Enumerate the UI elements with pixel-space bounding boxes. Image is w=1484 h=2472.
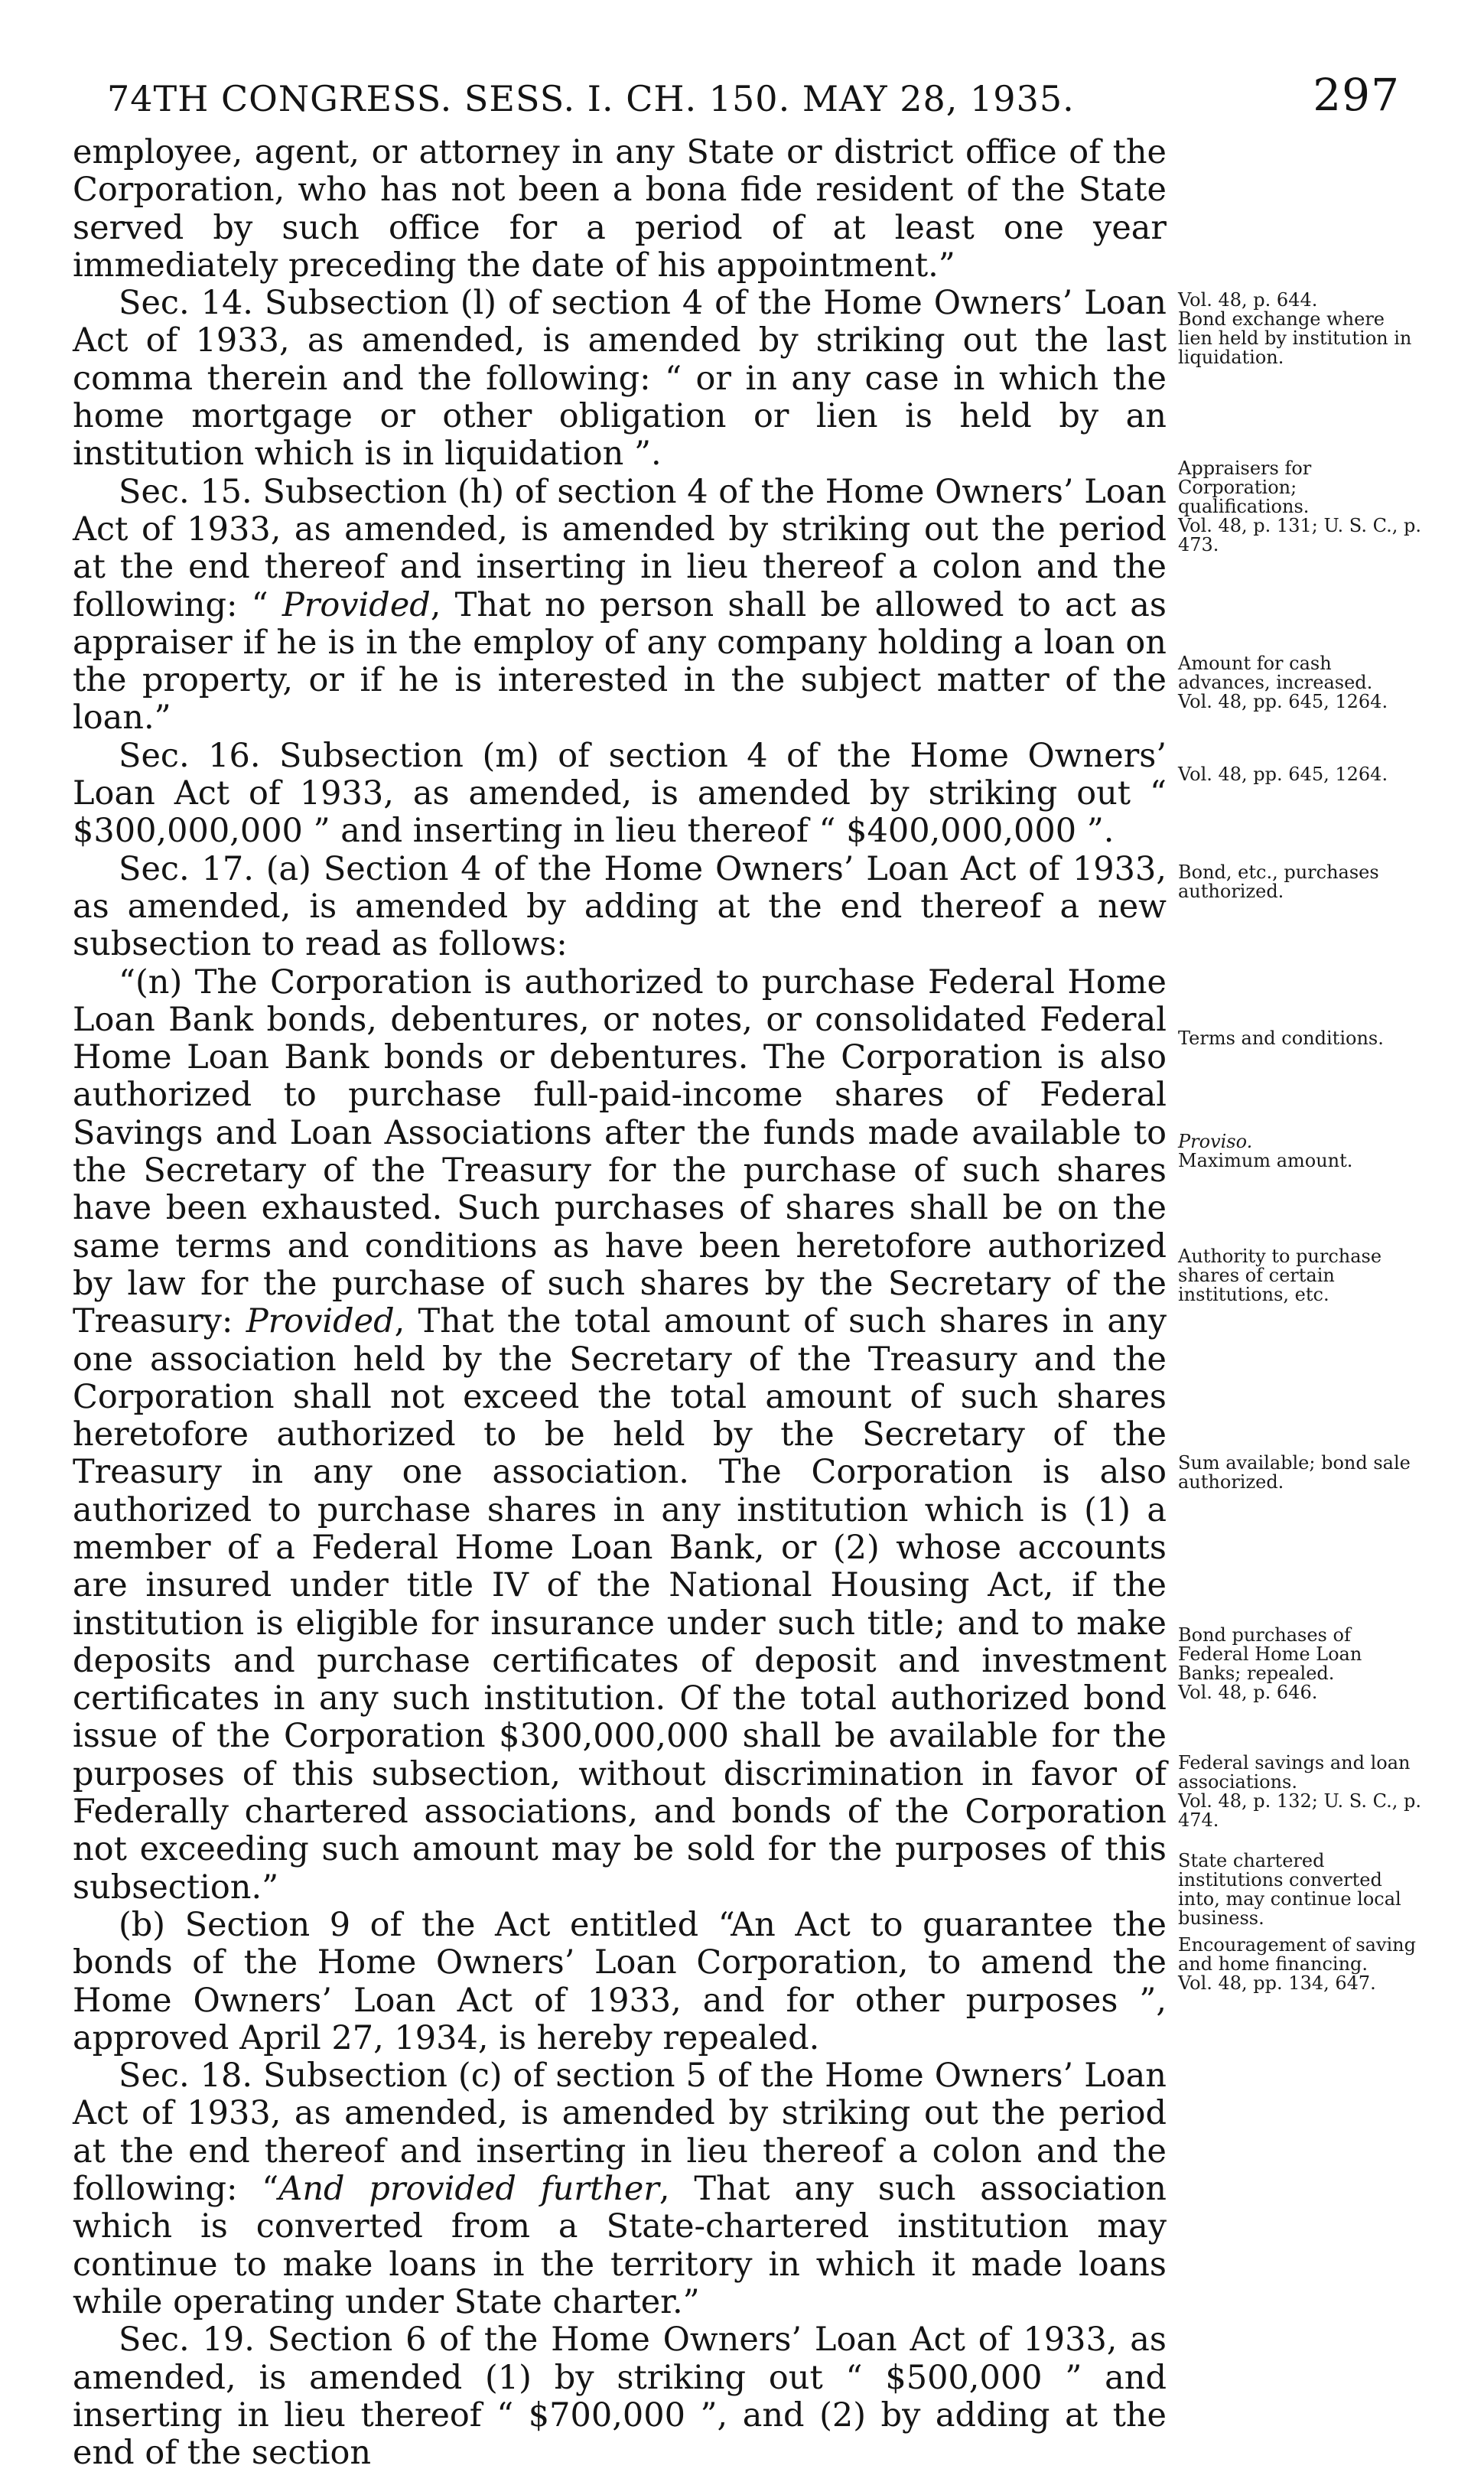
marginal-note: Federal savings and loan associations. Vol. 48, p. 132; U. S. C., p. 474.: [1178, 1752, 1421, 1831]
marginal-note: Terms and conditions.: [1178, 1028, 1384, 1049]
paragraph-continuation: employee, agent, or attorney in any State or district office of the Corporation, who has not been a bona fide resident of the State served by such office for a period of at least one year immediately preceding the date of his appointment.”: [73, 133, 1167, 285]
marginal-note: Vol. 48, p. 644. Bond exchange where lien held by institution in liquidation.: [1178, 289, 1412, 368]
marginal-note: Sum available; bond sale authorized.: [1178, 1452, 1411, 1493]
body-text: [73, 134, 1167, 2472]
marginal-note: State chartered institutions converted into, may continue local business.: [1178, 1850, 1401, 1929]
section-14: Sec. 14. Subsection (l) of section 4 of the Home Owners’ Loan Act of 1933, as amended, is amended by striking out the last comma therein and the following: “ or in any case in which the home mortgage or other obligation or lien is held by an institution which is in liquidation ”.: [73, 284, 1167, 474]
proviso-italic: Provided: [282, 585, 431, 624]
marginal-note: Bond, etc., purchases authorized.: [1178, 861, 1379, 902]
marginal-note: Encouragement of saving and home financing. Vol. 48, pp. 134, 647.: [1178, 1934, 1417, 1994]
proviso-italic: Provided: [246, 1302, 395, 1341]
subsection-b: (b) Section 9 of the Act entitled “An Act to guarantee the bonds of the Home Owners’ Loan Corporation, to amend the Home Owners’ Loan Act of 1933, and for other purposes ”, approved April 27, 1934, is hereby repealed.: [73, 1905, 1167, 2057]
subsection-n: “(n) The Corporation is authorized to purchase Federal Home Loan Bank bonds, debentures, or notes, or consolidated Federal Home Loan Bank bonds or debentures. The Corporation is also authorized to purchase full-paid-income shares of Federal Savings and Loan Associations after the funds made available to the Secretary of the Treasury for the purchase of such shares have been exhausted. Such purchases of shares shall be on the same terms and conditions as have been heretofore authorized by law for the purchase of such shares by the Secretary of the Treasury: Provided, That the total amount of such shares in any one association held by the Secretary of the Treasury and the Corporation shall not exceed the total amount of such shares heretofore authorized to be held by the Secretary of the Treasury in any one association. The Corporation is also authorized to purchase shares in any institution which is (1) a member of a Federal Home Loan Bank, or (2) whose accounts are insured under title IV of the National Housing Act, if the institution is eligible for insurance under such title; and to make deposits and purchase certificates of deposit and investment certificates in any such institution. Of the total authorized bond issue of the Corporation $300,000,000 shall be available for the purposes of this subsection, without discrimination in favor of Federally chartered associations, and bonds of the Corporation not exceeding such amount may be sold for the purposes of this subsection.”: [73, 962, 1167, 1907]
running-header: [107, 69, 1400, 130]
section-18: Sec. 18. Subsection (c) of section 5 of the Home Owners’ Loan Act of 1933, as amended, is amended by striking out the period at the end thereof and inserting in lieu thereof a colon and the following: “And provided further, That any such association which is converted from a State-chartered institution may continue to make loans in the territory in which it made loans while operating under State charter.”: [73, 2057, 1167, 2321]
proviso-italic: And provided further: [278, 2170, 659, 2209]
marginal-note: Amount for cash advances, increased. Vol. 48, pp. 645, 1264.: [1178, 653, 1388, 712]
header-title: 74TH CONGRESS. SESS. I. CH. 150. MAY 28, 1935.: [107, 78, 1075, 119]
marginal-note: Authority to purchase shares of certain institutions, etc.: [1178, 1246, 1382, 1305]
marginal-note: Appraisers for Corporation; qualifications. Vol. 48, p. 131; U. S. C., p. 473.: [1178, 458, 1421, 555]
section-19: Sec. 19. Section 6 of the Home Owners’ Loan Act of 1933, as amended, is amended (1) by striking out “ $500,000 ” and inserting in lieu thereof “ $700,000 ”, and (2) by adding at the end of the section: [73, 2321, 1167, 2472]
page-number: 297: [1313, 69, 1400, 121]
marginal-note: Vol. 48, pp. 645, 1264.: [1178, 764, 1388, 785]
marginal-note: Proviso. Maximum amount.: [1178, 1131, 1353, 1171]
section-17: Sec. 17. (a) Section 4 of the Home Owners’ Loan Act of 1933, as amended, is amended by adding at the end thereof a new subsection to read as follows:: [73, 849, 1167, 964]
section-16: Sec. 16. Subsection (m) of section 4 of the Home Owners’ Loan Act of 1933, as amended, is amended by striking out “ $300,000,000 ” and inserting in lieu thereof “ $400,000,000 ”.: [73, 736, 1167, 851]
section-15: Sec. 15. Subsection (h) of section 4 of the Home Owners’ Loan Act of 1933, as amended, is amended by striking out the period at the end thereof and inserting in lieu thereof a colon and the following: “ Provided, That no person shall be allowed to act as appraiser if he is in the employ of any company holding a loan on the property, or if he is interested in the subject matter of the loan.”: [73, 472, 1167, 738]
marginal-note: Bond purchases of Federal Home Loan Banks; repealed. Vol. 48, p. 646.: [1178, 1624, 1362, 1703]
